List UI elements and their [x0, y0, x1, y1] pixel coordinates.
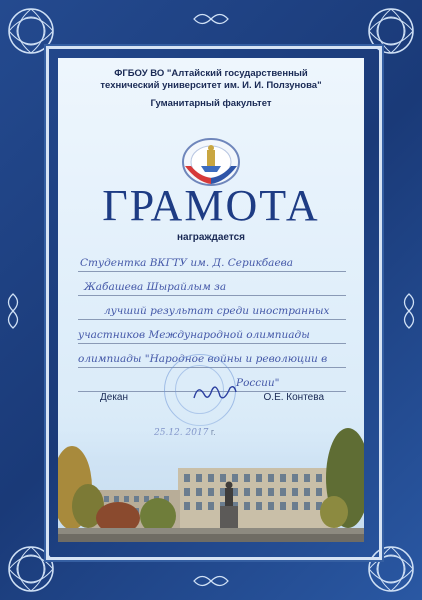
handwritten-line: [78, 272, 346, 296]
faculty-name: Гуманитарный факультет: [150, 98, 272, 109]
certificate-paper: [58, 58, 364, 542]
dean-signature: [190, 380, 240, 406]
handwritten-line: [78, 248, 346, 272]
university-building-photo: [58, 408, 364, 542]
dean-label: Декан: [100, 392, 129, 403]
handwritten-text: Жабашева Шырайлым за: [84, 281, 227, 293]
institution-line-1: ФГБОУ ВО "Алтайский государственный: [114, 68, 308, 79]
knot-ornament-icon: [4, 292, 22, 330]
institution-header: [58, 68, 364, 110]
handwritten-text: России": [236, 377, 280, 389]
knot-ornament-icon: [192, 572, 230, 590]
handwritten-text: Студентка ВКГТУ им. Д. Серикбаева: [80, 257, 294, 269]
institution-line-2: технический университет им. И. И. Ползунова": [100, 80, 322, 91]
knot-ornament-icon: [400, 292, 418, 330]
certificate-title: ГРАМОТА: [102, 181, 320, 230]
handwritten-text: лучший результат среди иностранных: [104, 305, 330, 317]
signature-row: [58, 390, 364, 410]
handwritten-line: [78, 320, 346, 344]
handwritten-text: участников Международной олимпиады: [78, 329, 310, 341]
knot-ornament-icon: [192, 10, 230, 28]
handwritten-text: олимпиады "Народное войны и революции в: [78, 353, 328, 365]
awarded-label: награждается: [176, 232, 246, 243]
handwritten-line: [78, 296, 346, 320]
dean-name: О.Е. Контева: [263, 392, 324, 403]
